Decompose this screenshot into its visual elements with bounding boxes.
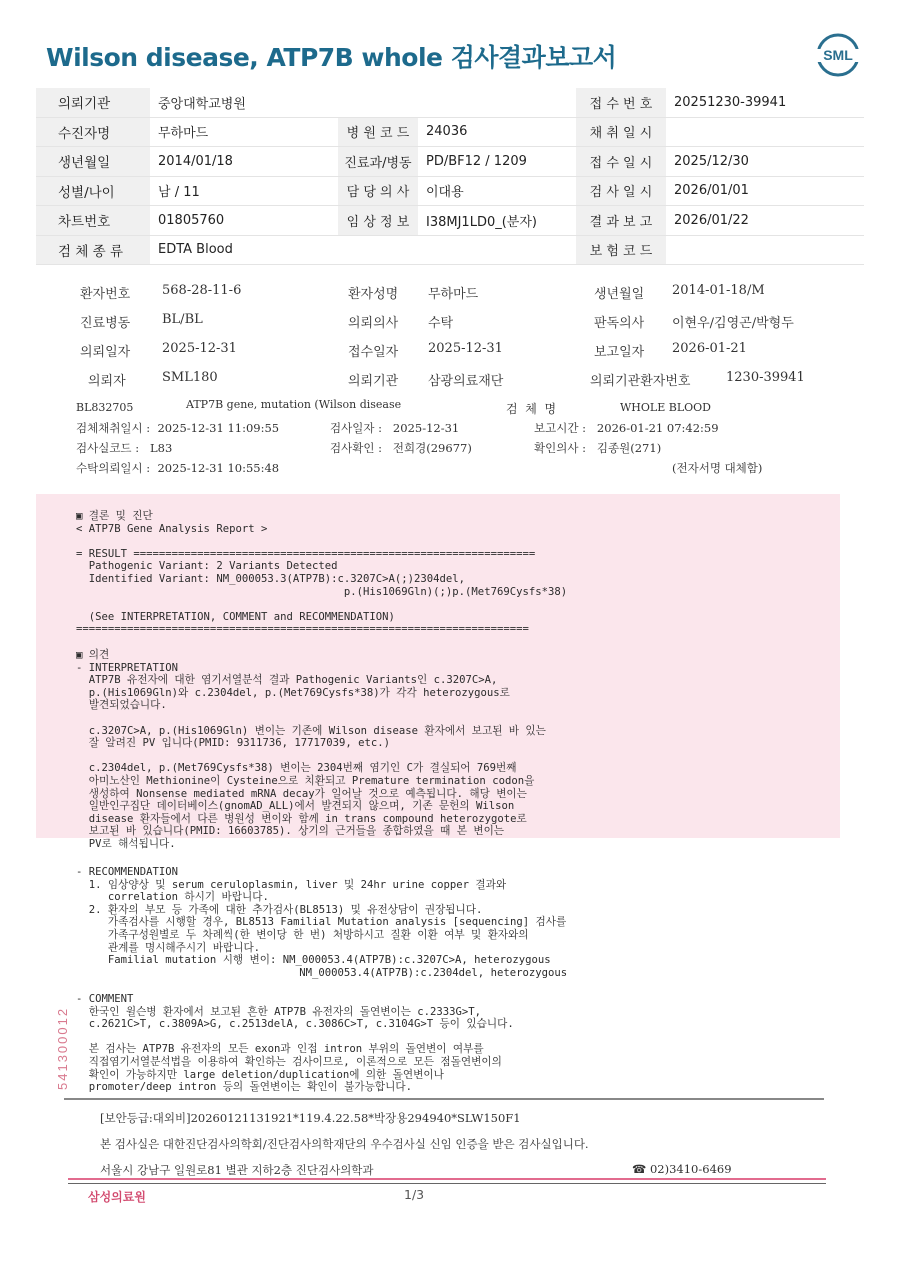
certification-line: 본 검사실은 대한진단검사의학회/진단검사의학재단의 우수검사실 신임 인증을 받은 검사실입니다. — [100, 1137, 589, 1151]
pi-label: 의뢰기관 — [348, 374, 399, 389]
pi-label: 판독의사 — [594, 316, 645, 331]
pi-value: 무하마드 — [428, 287, 479, 302]
insurance-value — [666, 235, 864, 265]
logo-text: SML — [823, 47, 853, 63]
specimen-value: EDTA Blood — [150, 235, 576, 265]
pi-label: 의뢰일자 — [80, 345, 131, 360]
receipt-date-value: 2025/12/30 — [666, 147, 864, 177]
footer-divider — [68, 1183, 826, 1184]
pi-value: 2014-01-18/M — [672, 283, 765, 298]
report-date-label: 결 과 보 고 — [576, 206, 666, 236]
sml-logo — [814, 32, 862, 78]
collection-time: 검체채취일시 : 2025-12-31 11:09:55 — [76, 421, 280, 435]
pi-value: 568-28-11-6 — [162, 283, 242, 298]
page-number: 1/3 — [404, 1187, 425, 1202]
pi-value: SML180 — [162, 370, 218, 385]
security-line: [보안등급:대외비]20260121131921*119.4.22.58*박장용294940*SLW150F1 — [100, 1111, 521, 1125]
side-serial-number — [52, 988, 72, 1098]
specimen-label: 검 체 종 류 — [36, 235, 150, 265]
report-title: Wilson disease, ATP7B whole 검사결과보고서 — [46, 43, 617, 72]
test-date-value: 2026/01/01 — [666, 176, 864, 206]
receipt-no-label: 접 수 번 호 — [576, 88, 666, 117]
header-table — [36, 88, 864, 265]
conclusion-section: ▣ 결론 및 진단 < ATP7B Gene Analysis Report > = RESULT =============================================================== Pathogenic Variant: 2 Variants Detected Identified Variant: NM_000053.3(ATP7B):c.3207C>A(;)2304del, p.(His1069Gln)(;)p.(Met769Cysfs*38) (See INTERPRETATION, COMMENT and RECOMMENDATION) ======================================================================= — [76, 510, 568, 636]
specimen-name: WHOLE BLOOD — [620, 401, 711, 414]
pi-label: 의뢰자 — [88, 374, 126, 389]
report-time: 보고시간 : 2026-01-21 07:42:59 — [534, 421, 719, 435]
requesting-org-label: 의뢰기관 — [36, 88, 150, 117]
dob-value: 2014/01/18 — [150, 147, 338, 177]
dept-value: PD/BF12 / 1209 — [418, 147, 576, 177]
chart-no-label: 차트번호 — [36, 206, 150, 236]
pi-label: 의뢰의사 — [348, 316, 399, 331]
hospital-code-value: 24036 — [418, 117, 576, 147]
insurance-label: 보 험 코 드 — [576, 235, 666, 265]
lab-code: 검사실코드 : L83 — [76, 441, 173, 455]
pi-label: 생년월일 — [594, 287, 645, 302]
pi-value: BL/BL — [162, 312, 203, 327]
pi-value: 2025-12-31 — [428, 341, 503, 356]
recommendation-section: - RECOMMENDATION 1. 임상양상 및 serum ceruloplasmin, liver 및 24hr urine copper 결과와 correlation 하시기 바랍니다. 2. 환자의 부모 등 가족에 대한 추가검사(BL8513) 및 유전상담이 권장됩니다. 가족검사를 시행할 경우, BL8513 Familial Mutation analysis [sequencing] 검사를 가족구성원별로 두 차례씩(한 변이당 한 번) 처방하시고 질환 이환 여부 및 환자와의 관계를 명시해주시기 바랍니다. Familial mutation 시행 변이: NM_000053.4(ATP7B):c.3207C>A, heterozygous NM_000053.4(ATP7B):c.2304del, heterozygous — [76, 866, 568, 979]
phone-line: ☎ 02)3410-6469 — [632, 1162, 732, 1176]
side-serial-text: 541300012 — [55, 1006, 70, 1090]
patient-value: 무하마드 — [150, 117, 338, 147]
divider — [64, 1098, 824, 1100]
pi-value: 이현우/김영곤/박형두 — [672, 316, 794, 331]
sex-age-label: 성별/나이 — [36, 176, 150, 206]
sex-age-value: 남 / 11 — [150, 176, 338, 206]
pi-label: 보고일자 — [594, 345, 645, 360]
test-confirm: 검사확인 : 전희경(29677) — [330, 441, 472, 455]
address-line: 서울시 강남구 일원로81 별관 지하2층 진단검사의학과 — [100, 1163, 374, 1177]
comment-section: - COMMENT 한국인 윌슨병 환자에서 보고된 흔한 ATP7B 유전자의 돌연변이는 c.2333G>T, c.2621C>T, c.3809A>G, c.2513delA, c.3086C>T, c.3104G>T 등이 있습니다. 본 검사는 ATP7B 유전자의 모든 exon과 인접 intron 부위의 돌연변이 여부를 직접염기서열분석법을 이용하여 확인하는 검사이므로, 이론적으로 모든 점돌연변이의 확인이 가능하지만 large deletion/duplication에 의한 돌연변이나 promoter/deep intron 등의 돌연변이는 확인이 불가능합니다. — [76, 993, 514, 1094]
test-name: ATP7B gene, mutation (Wilson disease — [186, 398, 402, 411]
pi-label: 접수일자 — [348, 345, 399, 360]
dept-label: 진료과/병동 — [338, 147, 418, 177]
receipt-no-value: 20251230-39941 — [666, 88, 864, 117]
patient-label: 수진자명 — [36, 117, 150, 147]
pi-label: 진료병동 — [80, 316, 131, 331]
collection-date-value — [666, 117, 864, 147]
collection-date-label: 채 취 일 시 — [576, 117, 666, 147]
pi-value: 수탁 — [428, 316, 454, 331]
e-signature-note: (전자서명 대체함) — [672, 461, 763, 475]
test-date: 검사일자 : 2025-12-31 — [330, 421, 460, 435]
doctor-label: 담 당 의 사 — [338, 176, 418, 206]
test-date-label: 검 사 일 시 — [576, 176, 666, 206]
pi-value: 삼광의료재단 — [428, 374, 504, 389]
dob-label: 생년월일 — [36, 147, 150, 177]
interpretation-section: ▣ 의견 - INTERPRETATION ATP7B 유전자에 대한 염기서열분석 결과 Pathogenic Variants인 c.3207C>A, p.(His1069Gln)와 c.2304del, p.(Met769Cysfs*38)가 각각 heterozygous로 발견되었습니다. c.3207C>A, p.(His1069Gln) 변이는 기존에 Wilson disease 환자에서 보고된 바 있는 잘 알려진 PV 입니다(PMID: 9311736, 17717039, etc.) c.2304del, p.(Met769Cysfs*38) 변이는 2304번째 염기인 C가 결실되어 769번째 아미노산인 Methionine이 Cysteine으로 치환되고 Premature termination codon을 생성하여 Nonsense mediated mRNA decay가 일어날 것으로 예측됩니다. 해당 변이는 일반인구집단 데이터베이스(gnomAD_ALL)에서 발견되지 않으며, 기존 문헌의 Wilson disease 환자들에서 다른 병원성 변이와 함께 in trans compound heterozygote로 보고된 바 있습니다(PMID: 16603785). 상기의 근거들을 종합하였을 때 본 변이는 PV로 해석됩니다. — [76, 649, 546, 850]
request-time: 수탁의뢰일시 : 2025-12-31 10:55:48 — [76, 461, 280, 475]
test-code: BL832705 — [76, 401, 134, 414]
clinical-info-label: 임 상 정 보 — [338, 206, 418, 236]
pi-value: 2025-12-31 — [162, 341, 237, 356]
chart-no-value: 01805760 — [150, 206, 338, 236]
pi-value: 2026-01-21 — [672, 341, 747, 356]
specimen-name-label: 검 체 명 — [506, 402, 557, 416]
pi-label: 환자성명 — [348, 287, 399, 302]
report-date-value: 2026/01/22 — [666, 206, 864, 236]
pi-label: 환자번호 — [80, 287, 131, 302]
requesting-org-value: 중앙대학교병원 — [150, 88, 576, 117]
confirm-doctor: 확인의사 : 김종원(271) — [534, 441, 662, 455]
pi-label: 의뢰기관환자번호 — [590, 374, 691, 389]
pi-value: 1230-39941 — [726, 370, 805, 385]
hospital-code-label: 병 원 코 드 — [338, 117, 418, 147]
receipt-date-label: 접 수 일 시 — [576, 147, 666, 177]
clinical-info-value: I38MJ1LD0_(분자) — [418, 206, 576, 236]
doctor-value: 이대용 — [418, 176, 576, 206]
footer-divider — [68, 1178, 826, 1180]
brand-name: 삼성의료원 — [88, 1190, 146, 1204]
